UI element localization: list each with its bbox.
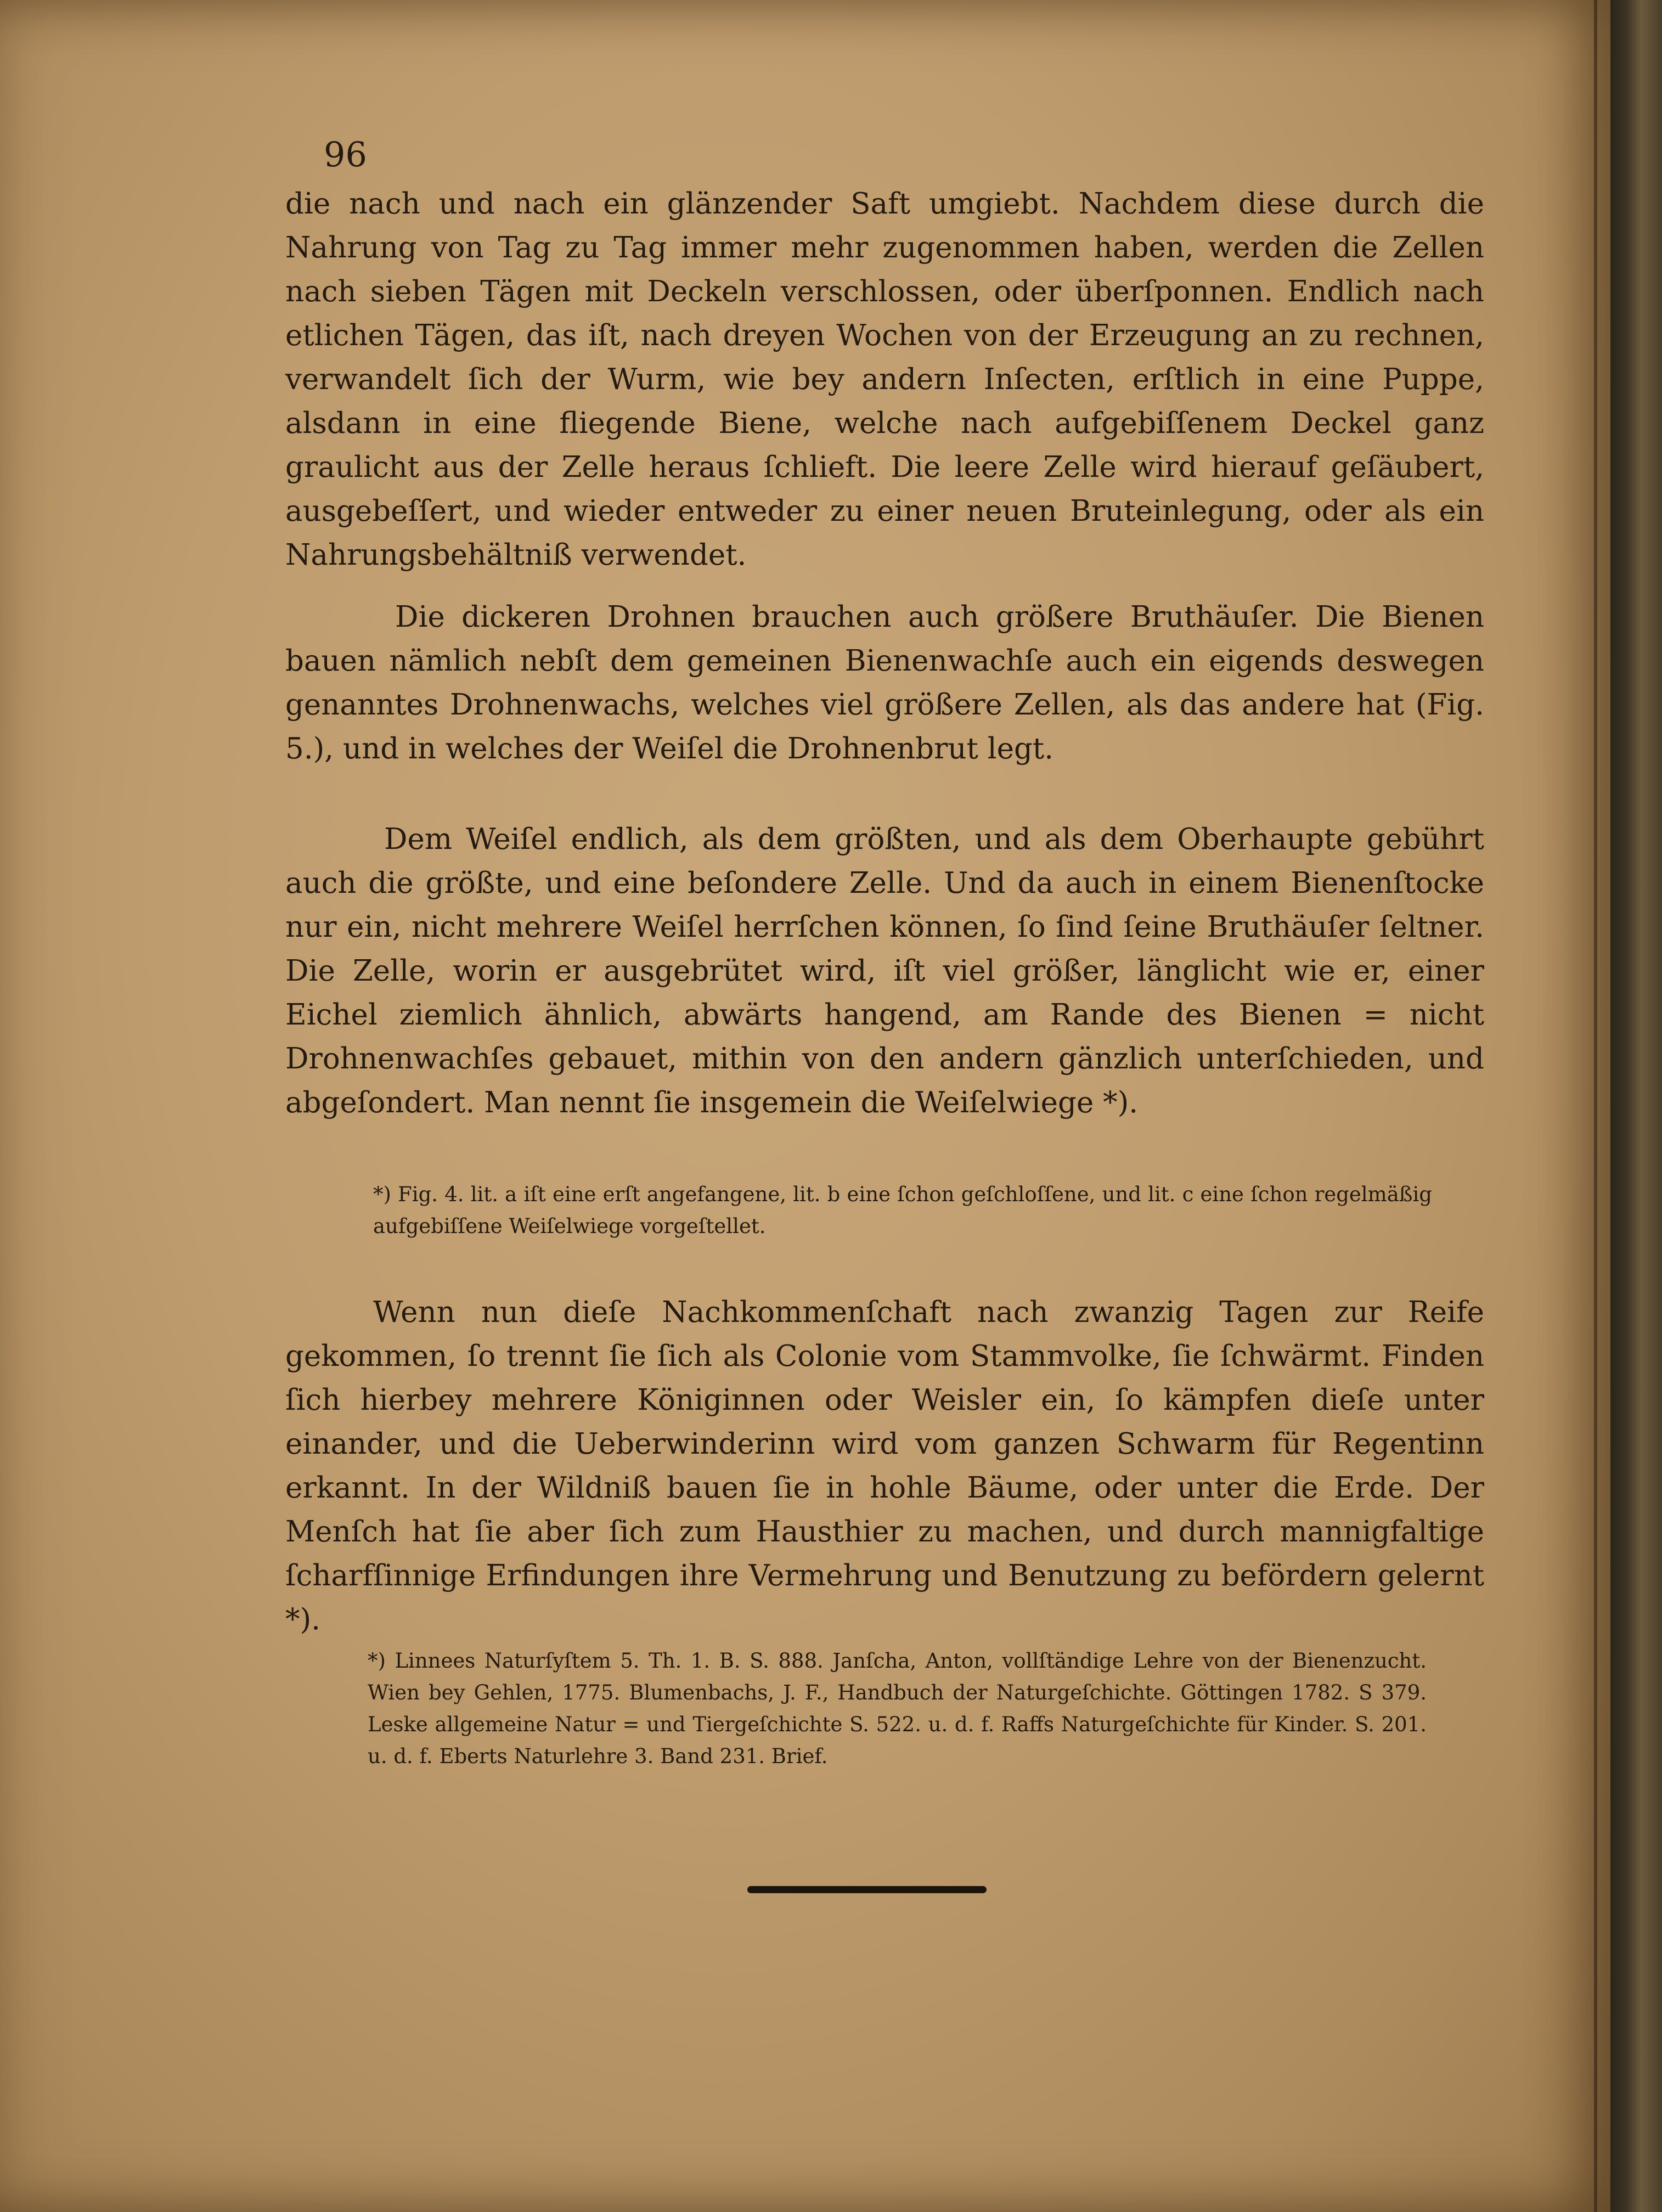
- paragraph-1: die nach und nach ein glänzender Saft umgiebt. Nachdem diese durch die Nahrung von Tag zu Tag immer mehr zugenommen haben, werden die Zellen nach sieben Tägen mit Deckeln verschlossen, oder überſponnen. Endlich nach etlichen Tägen, das iſt, nach dreyen Wochen von der Erzeugung an zu rechnen, verwandelt ſich der Wurm, wie bey andern Inſecten, erſtlich in eine Puppe, alsdann in eine fliegende Biene, welche nach aufgebiſſenem Deckel ganz graulicht aus der Zelle heraus ſchlieft. Die leere Zelle wird hierauf geſäubert, ausgebeſſert, und wieder entweder zu einer neuen Bruteinlegung, oder als ein Nahrungsbehältniß verwendet.: [285, 187, 1484, 572]
- closing-ornament-rule: [747, 1886, 987, 1893]
- footnote-2: *) Linnees Naturſyſtem 5. Th. 1. B. S. 888. Janſcha, Anton, vollſtändige Lehre von der Bienenzucht. Wien bey Gehlen, 1775. Blumenbachs, J. F., Handbuch der Naturgeſchichte. Göttingen 1782. S 379. Leske allgemeine Natur = und Tiergeſchichte S. 522. u. d. f. Raffs Naturgeſchichte für Kinder. S. 201. u. d. f. Eberts Naturlehre 3. Band 231. Brief.: [368, 1649, 1427, 1768]
- footnote-1: *) Fig. 4. lit. a iſt eine erſt angefangene, lit. b eine ſchon geſchloſſene, und lit. c eine ſchon regelmäßig aufgebiſſene Weiſelwiege vorgeſtellet.: [373, 1183, 1432, 1238]
- adjacent-page-edge: [1610, 0, 1662, 2212]
- paragraph-3: Dem Weiſel endlich, als dem größten, und als dem Oberhaupte gebührt auch die größte, und eine beſondere Zelle. Und da auch in einem Bienenſtocke nur ein, nicht mehrere Weiſel herrſchen können, ſo ſind ſeine Bruthäuſer ſeltner. Die Zelle, worin er ausgebrütet wird, iſt viel größer, länglicht wie er, einer Eichel ziemlich ähnlich, abwärts hangend, am Rande des Bienen = nicht Drohnenwachſes gebauet, mithin von den andern gänzlich unterſchieden, und abgeſondert. Man nennt ſie insgemein die Weiſelwiege *).: [285, 823, 1484, 1119]
- gutter-line: [1594, 0, 1597, 2212]
- page-number: 96: [324, 134, 367, 175]
- paragraph-2: Die dickeren Drohnen brauchen auch größere Bruthäuſer. Die Bienen bauen nämlich nebſt dem gemeinen Bienenwachſe auch ein eigends deswegen genanntes Drohnenwachs, welches viel größere Zellen, als das andere hat (Fig. 5.), und in welches der Weiſel die Drohnenbrut legt.: [285, 600, 1484, 766]
- paragraph-4: Wenn nun dieſe Nachkommenſchaft nach zwanzig Tagen zur Reife gekommen, ſo trennt ſie ſich als Colonie vom Stammvolke, ſie ſchwärmt. Finden ſich hierbey mehrere Königinnen oder Weisler ein, ſo kämpfen dieſe unter einander, und die Ueberwinderinn wird vom ganzen Schwarm für Regentinn erkannt. In der Wildniß bauen ſie in hohle Bäume, oder unter die Erde. Der Menſch hat ſie aber ſich zum Hausthier zu machen, und durch mannigfaltige ſcharfſinnige Erfindungen ihre Vermehrung und Benutzung zu befördern gelernt *).: [285, 1296, 1484, 1636]
